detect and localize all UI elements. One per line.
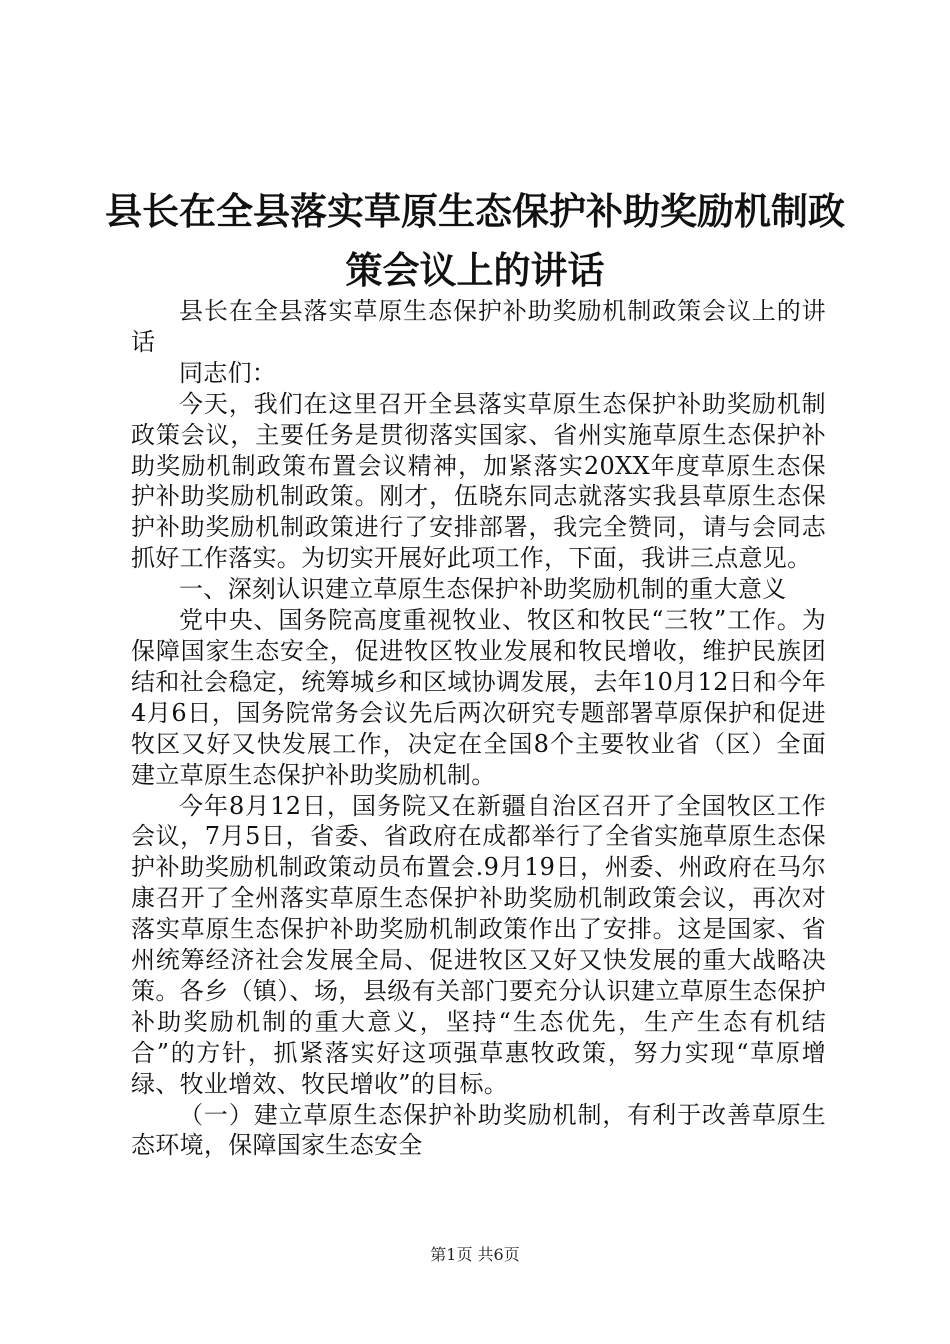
document-body bbox=[131, 296, 826, 1161]
body-paragraph: 党中央、国务院高度重视牧业、牧区和牧民“三牧”工作。为保障国家生态安全，促进牧区牧业发展和牧民增收，维护民族团结和社会稳定，统筹城乡和区域协调发展，去年10月12日和今年4月6日，国务院常务会议先后两次研究专题部署草原保护和促进牧区又好又快发展工作，决定在全国8个主要牧业省（区）全面建立草原生态保护补助奖励机制。 bbox=[131, 606, 826, 789]
body-paragraph: 同志们： bbox=[179, 358, 277, 387]
body-paragraph: 今年8月12日，国务院又在新疆自治区召开了全国牧区工作会议，7月5日，省委、省政府在成都举行了全省实施草原生态保护补助奖励机制政策动员布置会.9月19日，州委、州政府在马尔康召开了全州落实草原生态保护补助奖励机制政策会议，再次对落实草原生态保护补助奖励机制政策作出了安排。这是国家、省州统筹经济社会发展全局、促进牧区又好又快发展的重大战略决策。各乡（镇）、场，县级有关部门要充分认识建立草原生态保护补助奖励机制的重大意义，坚持“生态优先，生产生态有机结合”的方针，抓紧落实好这项强草惠牧政策，努力实现“草原增绿、牧业增效、牧民增收”的目标。 bbox=[131, 791, 826, 1098]
body-paragraph: 今天，我们在这里召开全县落实草原生态保护补助奖励机制政策会议，主要任务是贯彻落实国家、省州实施草原生态保护补助奖励机制政策布置会议精神，加紧落实20XX年度草原生态保护补助奖励机制政策。刚才，伍晓东同志就落实我县草原生态保护补助奖励机制政策进行了安排部署，我完全赞同，请与会同志抓好工作落实。为切实开展好此项工作，下面，我讲三点意见。 bbox=[131, 389, 826, 573]
document-title-line-1: 县长在全县落实草原生态保护补助奖励机制政 bbox=[105, 189, 845, 233]
section-heading: 一、深刻认识建立草原生态保护补助奖励机制的重大意义 bbox=[179, 575, 787, 604]
body-paragraph: 县长在全县落实草原生态保护补助奖励机制政策会议上的讲话 bbox=[131, 297, 826, 356]
subsection-heading: （一）建立草原生态保护补助奖励机制，有利于改善草原生态环境，保障国家生态安全 bbox=[131, 1100, 826, 1160]
document-title-line-2: 策会议上的讲话 bbox=[345, 248, 605, 292]
page-number-footer: 第1页 共6页 bbox=[430, 1245, 520, 1264]
